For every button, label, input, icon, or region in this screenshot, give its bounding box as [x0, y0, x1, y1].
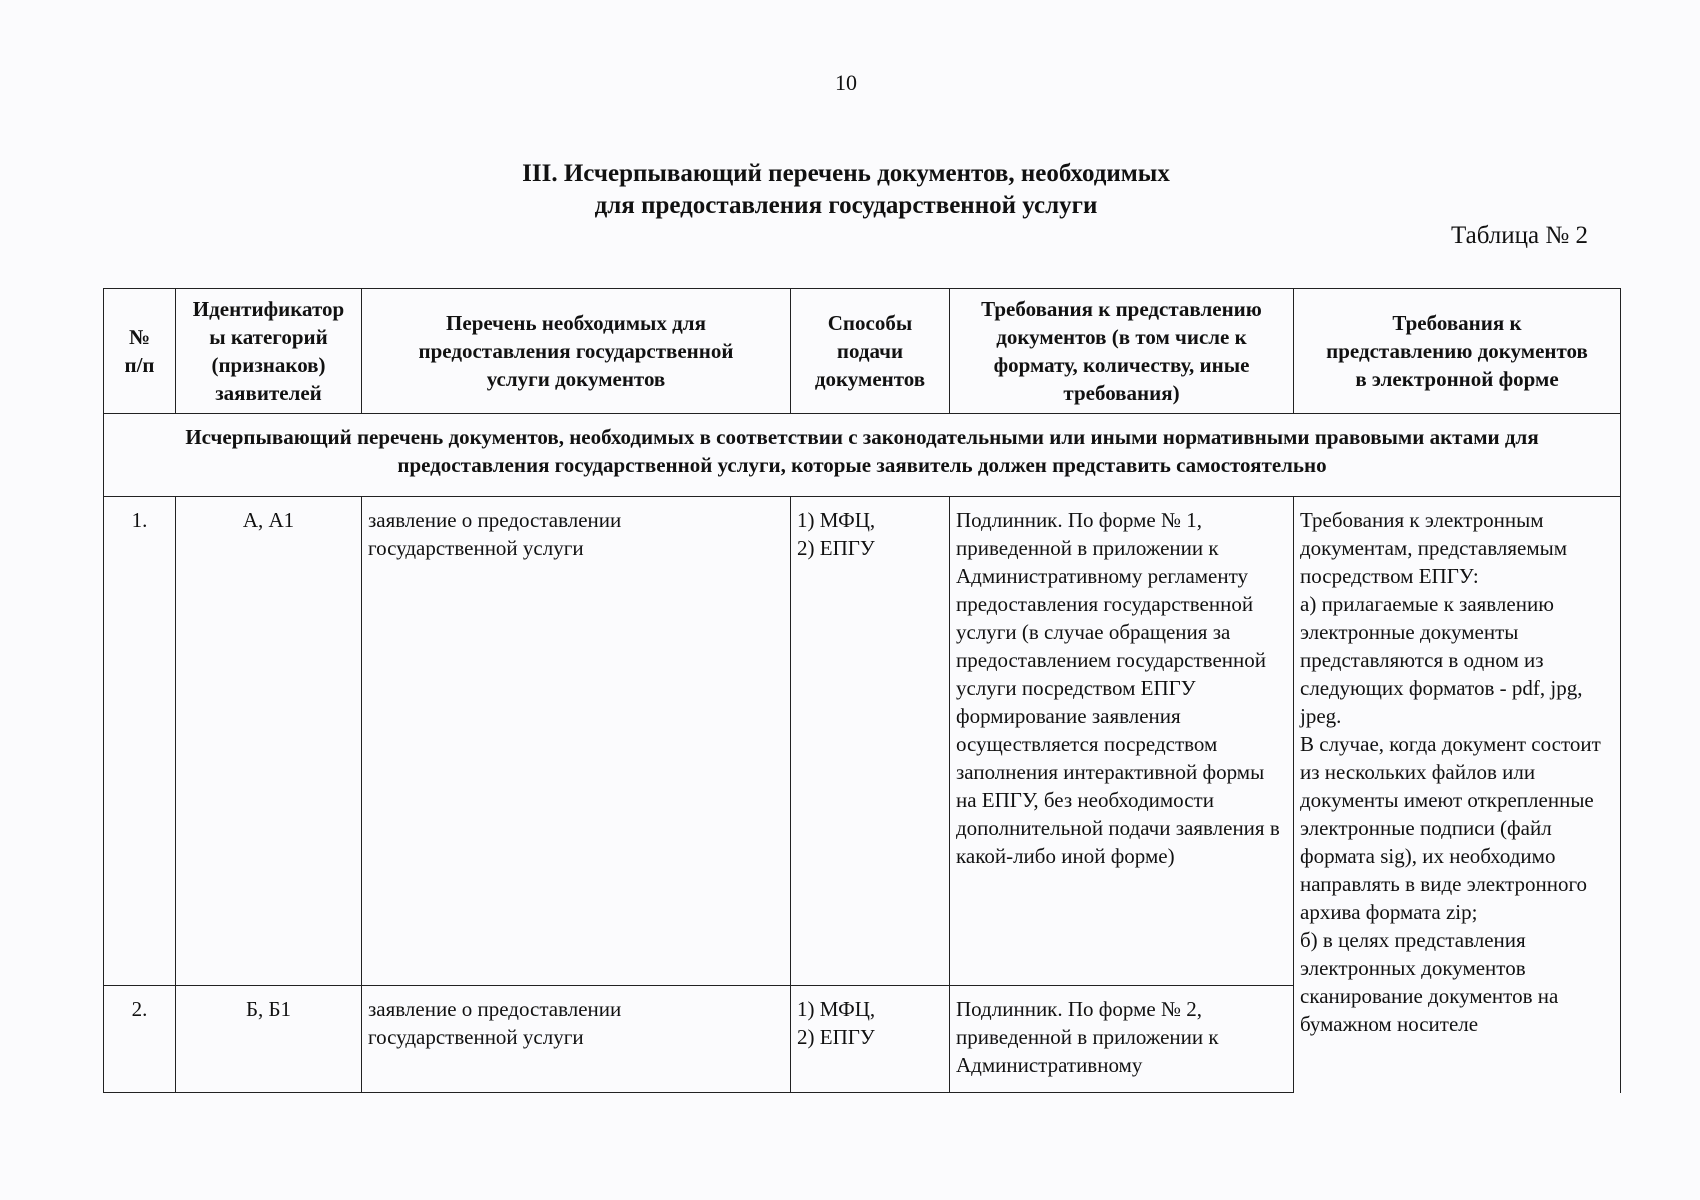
header-requirements: Требования к представлению документов (в том числе к формату, количеству, иные требования): [950, 289, 1294, 414]
header-methods: Способы подачи документов: [791, 289, 950, 414]
row-document: заявление о предоставлении государственной услуги: [362, 497, 791, 986]
row-requirements: Подлинник. По форме № 2, приведенной в приложении к Административному: [950, 986, 1294, 1093]
row-num: 1.: [104, 497, 176, 986]
header-category: Идентификатор ы категорий (признаков) заявителей: [176, 289, 362, 414]
row-methods: 1) МФЦ, 2) ЕПГУ: [791, 986, 950, 1093]
table-row: [104, 497, 1621, 986]
header-document: Перечень необходимых для предоставления государственной услуги документов: [362, 289, 791, 414]
row-category: А, А1: [176, 497, 362, 986]
table-header-row: [104, 289, 1621, 414]
documents-table: [103, 288, 1621, 1093]
row-methods: 1) МФЦ, 2) ЕПГУ: [791, 497, 950, 986]
row-document: заявление о предоставлении государственной услуги: [362, 986, 791, 1093]
row-category: Б, Б1: [176, 986, 362, 1093]
section-title: [0, 158, 1692, 222]
row-requirements: Подлинник. По форме № 1, приведенной в приложении к Административному регламенту предоставления государственной услуги (в случае обращения за предоставлением государственной услуги посредством ЕПГУ формирование заявления осуществляется посредством заполнения интерактивной формы на ЕПГУ, без необходимости дополнительной подачи заявления в какой-либо иной форме): [950, 497, 1294, 986]
section-heading: Исчерпывающий перечень документов, необходимых в соответствии с законодательными или иными нормативными правовыми актами для предоставления государственной услуги, которые заявитель должен представить самостоятельно: [104, 414, 1621, 497]
row-electronic-requirements: Требования к электронным документам, представляемым посредством ЕПГУ: а) прилагаемые к заявлению электронные документы представляются в одном из следующих форматов - pdf, jpg, jpeg. В случае, когда документ состоит из нескольких файлов или документы имеют открепленные электронные подписи (файл формата sig), их необходимо направлять в виде электронного архива формата zip; б) в целях представления электронных документов сканирование документов на бумажном носителе: [1294, 497, 1621, 1093]
table-label: Таблица № 2: [1450, 222, 1588, 249]
section-title-line-2: для предоставления государственной услуги: [594, 192, 1098, 219]
header-electronic: Требования к представлению документов в электронной форме: [1294, 289, 1621, 414]
page-number: 10: [835, 70, 857, 95]
section-heading-row: [104, 414, 1621, 497]
section-title-line-1: III. Исчерпывающий перечень документов, необходимых: [522, 160, 1170, 187]
header-num: № п/п: [104, 289, 176, 414]
row-num: 2.: [104, 986, 176, 1093]
